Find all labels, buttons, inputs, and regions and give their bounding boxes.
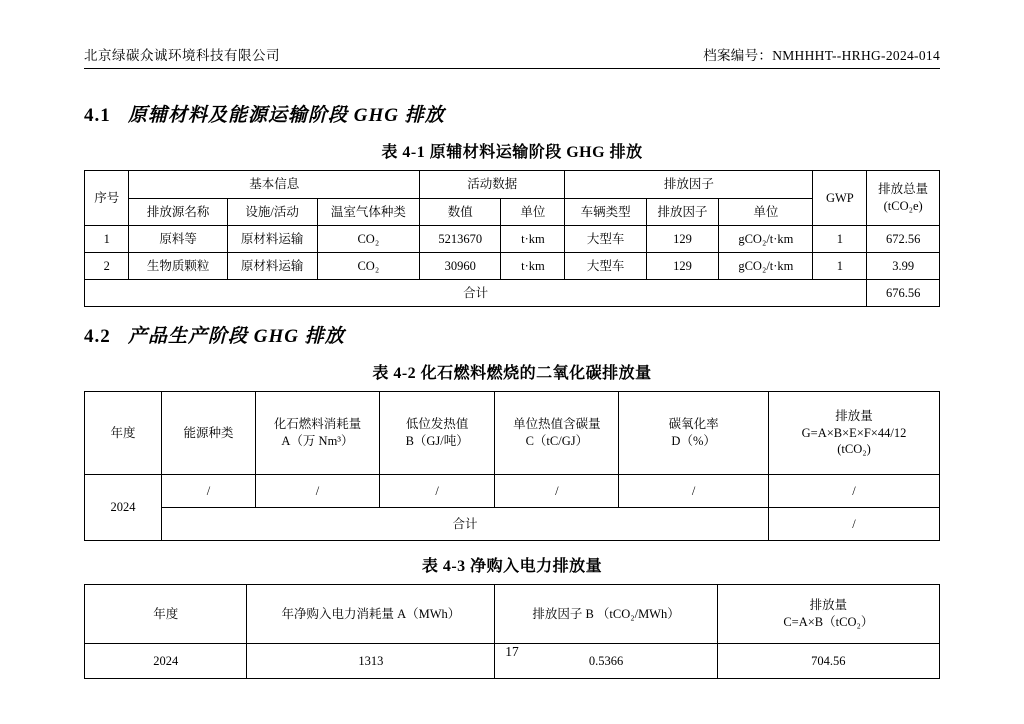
table-42-header-emission-line1: 排放量 xyxy=(835,408,873,423)
table-41-cell-factor-unit: gCO₂/t·km xyxy=(719,226,813,253)
table-41-header-emission-factor: 排放因子 xyxy=(565,171,813,199)
table-43-header-emission-line2: C=A×B（tCO₂） xyxy=(783,615,874,629)
page-header xyxy=(84,44,940,69)
table-41-cell-total: 672.56 xyxy=(867,226,940,253)
table-41-cell-facility: 原材料运输 xyxy=(227,253,317,280)
table-41-header-total-line2: (tCO₂e) xyxy=(883,199,923,213)
table-42-header-energy-type: 能源种类 xyxy=(161,392,255,475)
table-41-cell-unit: t·km xyxy=(501,226,565,253)
table-41-header-index: 序号 xyxy=(85,171,129,226)
table-41-cell-factor: 129 xyxy=(646,253,719,280)
table-42-header-oxidation-line2: D（%） xyxy=(671,434,716,448)
table-42-header-heat-value-line1: 低位发热值 xyxy=(405,417,469,432)
table-41-cell-source-name: 原料等 xyxy=(129,226,227,253)
table-41-subheader-factor-unit: 单位 xyxy=(719,199,813,226)
table-43 xyxy=(84,584,940,679)
table-41 xyxy=(84,170,940,307)
table-41-cell-vehicle-type: 大型车 xyxy=(565,253,646,280)
table-41-cell-vehicle-type: 大型车 xyxy=(565,226,646,253)
table-42-header-fuel-consumption-line1: 化石燃料消耗量 xyxy=(273,417,362,432)
table-43-header-consumption: 年净购入电力消耗量 A（MWh） xyxy=(247,585,495,644)
table-42-header-heat-value-line2: B（GJ/吨） xyxy=(405,434,469,448)
table-43-header-year: 年度 xyxy=(85,585,247,644)
section-heading-4-1 xyxy=(84,100,940,127)
table-41-cell-gwp: 1 xyxy=(813,226,867,253)
table-42-cell-oxidation: / xyxy=(619,475,769,508)
table-41-cell-total: 3.99 xyxy=(867,253,940,280)
table-43-cell-emission: 704.56 xyxy=(717,644,939,679)
table-41-cell-gas-type: CO₂ xyxy=(317,226,420,253)
table-41-cell-facility: 原材料运输 xyxy=(227,226,317,253)
table-43-caption: 表 4-3 净购入电力排放量 xyxy=(421,558,603,575)
section-number-4-1: 4.1 xyxy=(84,105,111,126)
table-row xyxy=(85,280,940,307)
table-42-header-oxidation-line1: 碳氧化率 xyxy=(668,417,719,432)
table-41-subheader-value: 数值 xyxy=(420,199,501,226)
table-41-cell-factor-unit: gCO₂/t·km xyxy=(719,253,813,280)
table-43-header-emission-line1: 排放量 xyxy=(809,598,848,613)
table-42-header-emission xyxy=(768,392,939,475)
table-42-header-heat-value xyxy=(379,392,494,475)
table-row xyxy=(85,226,940,253)
table-42 xyxy=(84,391,940,541)
table-42-caption: 表 4-2 化石燃料燃烧的二氧化碳排放量 xyxy=(372,365,652,382)
table-41-caption: 表 4-1 原辅材料运输阶段 GHG 排放 xyxy=(381,144,643,161)
table-42-header-carbon-content-line2: C（tC/GJ） xyxy=(525,434,589,448)
table-42-header-emission-line2: G=A×B×E×F×44/12 xyxy=(801,425,907,440)
table-42-header-year: 年度 xyxy=(85,392,162,475)
table-42-header-carbon-content-line1: 单位热值含碳量 xyxy=(513,417,601,432)
table-41-subheader-vehicle-type: 车辆类型 xyxy=(565,199,646,226)
table-41-subheader-gas-type: 温室气体种类 xyxy=(317,199,420,226)
table-43-cell-factor: 0.5366 xyxy=(495,644,717,679)
table-42-cell-fuel-consumption: / xyxy=(255,475,379,508)
table-41-cell-index: 2 xyxy=(85,253,129,280)
table-42-header-emission-line3: (tCO₂) xyxy=(837,442,871,457)
table-42-cell-year: 2024 xyxy=(85,475,162,541)
table-41-subheader-factor: 排放因子 xyxy=(646,199,719,226)
table-41-cell-value: 5213670 xyxy=(420,226,501,253)
table-41-cell-factor: 129 xyxy=(646,226,719,253)
table-41-header-activity-data: 活动数据 xyxy=(420,171,565,199)
section-title-4-2: 产品生产阶段 GHG 排放 xyxy=(128,326,345,347)
table-41-cell-gas-type: CO₂ xyxy=(317,253,420,280)
table-43-cell-year: 2024 xyxy=(85,644,247,679)
table-43-header-factor: 排放因子 B （tCO₂/MWh） xyxy=(495,585,717,644)
table-41-header-total-line1: 排放总量 xyxy=(878,182,929,197)
section-number-4-2: 4.2 xyxy=(84,326,111,347)
page-number: 17 xyxy=(505,644,519,659)
table-42-cell-heat-value: / xyxy=(379,475,494,508)
table-41-subheader-facility: 设施/活动 xyxy=(227,199,317,226)
page-content xyxy=(84,86,940,679)
table-row xyxy=(85,171,940,199)
table-row xyxy=(85,475,940,508)
section-title-4-1: 原辅材料及能源运输阶段 GHG 排放 xyxy=(128,105,445,126)
table-row xyxy=(85,508,940,541)
table-42-cell-energy-type: / xyxy=(161,475,255,508)
table-41-subheader-source-name: 排放源名称 xyxy=(129,199,227,226)
table-42-header-carbon-content xyxy=(495,392,619,475)
table-42-cell-emission: / xyxy=(768,475,939,508)
table-41-cell-unit: t·km xyxy=(501,253,565,280)
table-42-sum-label: 合计 xyxy=(161,508,768,541)
table-41-cell-value: 30960 xyxy=(420,253,501,280)
table-42-header-fuel-consumption-line2: A（万 Nm³） xyxy=(281,434,354,448)
table-row xyxy=(85,199,940,226)
table-43-cell-consumption: 1313 xyxy=(247,644,495,679)
table-41-subheader-unit: 单位 xyxy=(501,199,565,226)
table-row xyxy=(85,392,940,475)
table-42-header-oxidation xyxy=(619,392,769,475)
table-41-header-basic-info: 基本信息 xyxy=(129,171,420,199)
table-43-header-emission xyxy=(717,585,939,644)
table-41-cell-source-name: 生物质颗粒 xyxy=(129,253,227,280)
table-41-header-gwp: GWP xyxy=(813,171,867,226)
table-row xyxy=(85,585,940,644)
table-41-cell-gwp: 1 xyxy=(813,253,867,280)
table-41-sum-label: 合计 xyxy=(85,280,867,307)
table-41-cell-index: 1 xyxy=(85,226,129,253)
table-row xyxy=(85,253,940,280)
table-42-cell-carbon-content: / xyxy=(495,475,619,508)
table-41-header-total xyxy=(867,171,940,226)
table-42-sum-value: / xyxy=(768,508,939,541)
header-company-name: 北京绿碳众诚环境科技有限公司 xyxy=(84,48,280,63)
section-heading-4-2 xyxy=(84,321,940,348)
header-archive-number: 档案编号：NMHHHT--HRHG-2024-014 xyxy=(703,48,940,63)
table-41-sum-value: 676.56 xyxy=(867,280,940,307)
table-42-header-fuel-consumption xyxy=(255,392,379,475)
